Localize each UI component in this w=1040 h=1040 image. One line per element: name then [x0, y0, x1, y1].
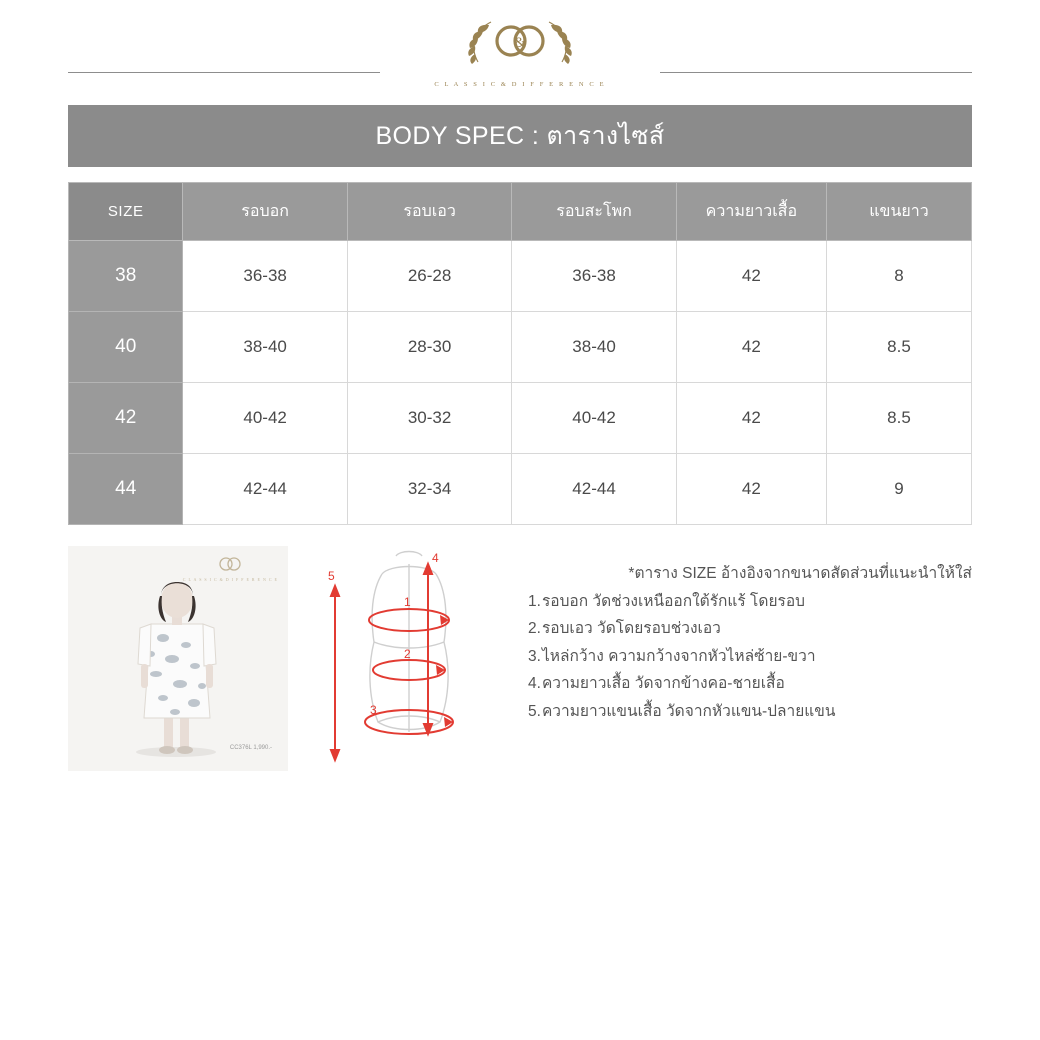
note-item: รอบอก วัดช่วงเหนืออกใต้รักแร้ โดยรอบ — [541, 592, 805, 610]
brand-header — [0, 0, 1040, 100]
photo-watermark-caption: C L A S S I C & D I F F E R E N C E — [182, 577, 278, 582]
note-item: ไหล่กว้าง ความกว้างจากหัวไหล่ซ้าย-ขวา — [541, 647, 816, 665]
cell-length: 42 — [676, 312, 826, 383]
watermark-monogram-icon — [213, 556, 247, 572]
table-row — [69, 383, 972, 454]
cell-sleeve: 8 — [826, 241, 971, 312]
cell-waist: 28-30 — [347, 312, 511, 383]
cell-hip: 36-38 — [512, 241, 676, 312]
mannequin-diagram-icon — [308, 546, 513, 774]
cell-length: 42 — [676, 241, 826, 312]
diagram-label-3: 3 — [370, 703, 377, 717]
header-rule-right — [660, 72, 972, 73]
note-item: รอบเอว วัดโดยรอบช่วงเอว — [541, 620, 721, 638]
table-header-row — [69, 183, 972, 241]
column-header-chest: รอบอก — [183, 183, 347, 241]
diagram-label-5: 5 — [328, 569, 335, 583]
photo-watermark — [183, 556, 278, 582]
diagram-label-4: 4 — [432, 551, 439, 565]
note-item: ความยาวแขนเสื้อ วัดจากหัวแขน-ปลายแขน — [541, 702, 836, 720]
cell-hip: 38-40 — [512, 312, 676, 383]
cell-hip: 40-42 — [512, 383, 676, 454]
cell-length: 42 — [676, 383, 826, 454]
cell-size: 38 — [69, 241, 183, 312]
cell-hip: 42-44 — [512, 454, 676, 525]
cell-waist: 32-34 — [347, 454, 511, 525]
cell-chest: 42-44 — [183, 454, 347, 525]
diagram-label-2: 2 — [404, 647, 411, 661]
column-header-length: ความยาวเสื้อ — [676, 183, 826, 241]
cell-waist: 30-32 — [347, 383, 511, 454]
lower-section — [68, 546, 972, 776]
cell-chest: 36-38 — [183, 241, 347, 312]
cell-length: 42 — [676, 454, 826, 525]
cell-size: 44 — [69, 454, 183, 525]
measurement-diagram — [308, 546, 513, 774]
cell-size: 42 — [69, 383, 183, 454]
cell-sleeve: 8.5 — [826, 312, 971, 383]
notes-list — [528, 588, 972, 726]
cell-sleeve: 8.5 — [826, 383, 971, 454]
model-photo — [68, 546, 288, 771]
cell-chest: 40-42 — [183, 383, 347, 454]
table-row — [69, 241, 972, 312]
body-spec-table — [68, 182, 972, 525]
laurel-monogram-icon — [445, 8, 595, 80]
table-row — [69, 454, 972, 525]
notes-heading: *ตาราง SIZE อ้างอิงจากขนาดสัดส่วนที่แนะนำให้ใส่ — [628, 565, 972, 582]
svg-text:&: & — [514, 35, 526, 51]
cell-chest: 38-40 — [183, 312, 347, 383]
column-header-waist: รอบเอว — [347, 183, 511, 241]
cell-size: 40 — [69, 312, 183, 383]
page-title: BODY SPEC : ตารางไซส์ — [375, 122, 665, 150]
column-header-size: SIZE — [69, 183, 183, 241]
header-rule-left — [68, 72, 380, 73]
photo-product-code: CC376L 1,990.- — [229, 745, 272, 751]
title-band — [68, 105, 972, 167]
notes-block — [528, 560, 972, 725]
brand-logo — [425, 8, 615, 88]
table-row — [69, 312, 972, 383]
column-header-hip: รอบสะโพก — [512, 183, 676, 241]
cell-waist: 26-28 — [347, 241, 511, 312]
cell-sleeve: 9 — [826, 454, 971, 525]
note-item: ความยาวเสื้อ วัดจากข้างคอ-ชายเสื้อ — [541, 675, 785, 693]
diagram-label-1: 1 — [404, 595, 411, 609]
column-header-sleeve: แขนยาว — [826, 183, 971, 241]
brand-caption: C L A S S I C & D I F F E R E N C E — [434, 81, 606, 88]
